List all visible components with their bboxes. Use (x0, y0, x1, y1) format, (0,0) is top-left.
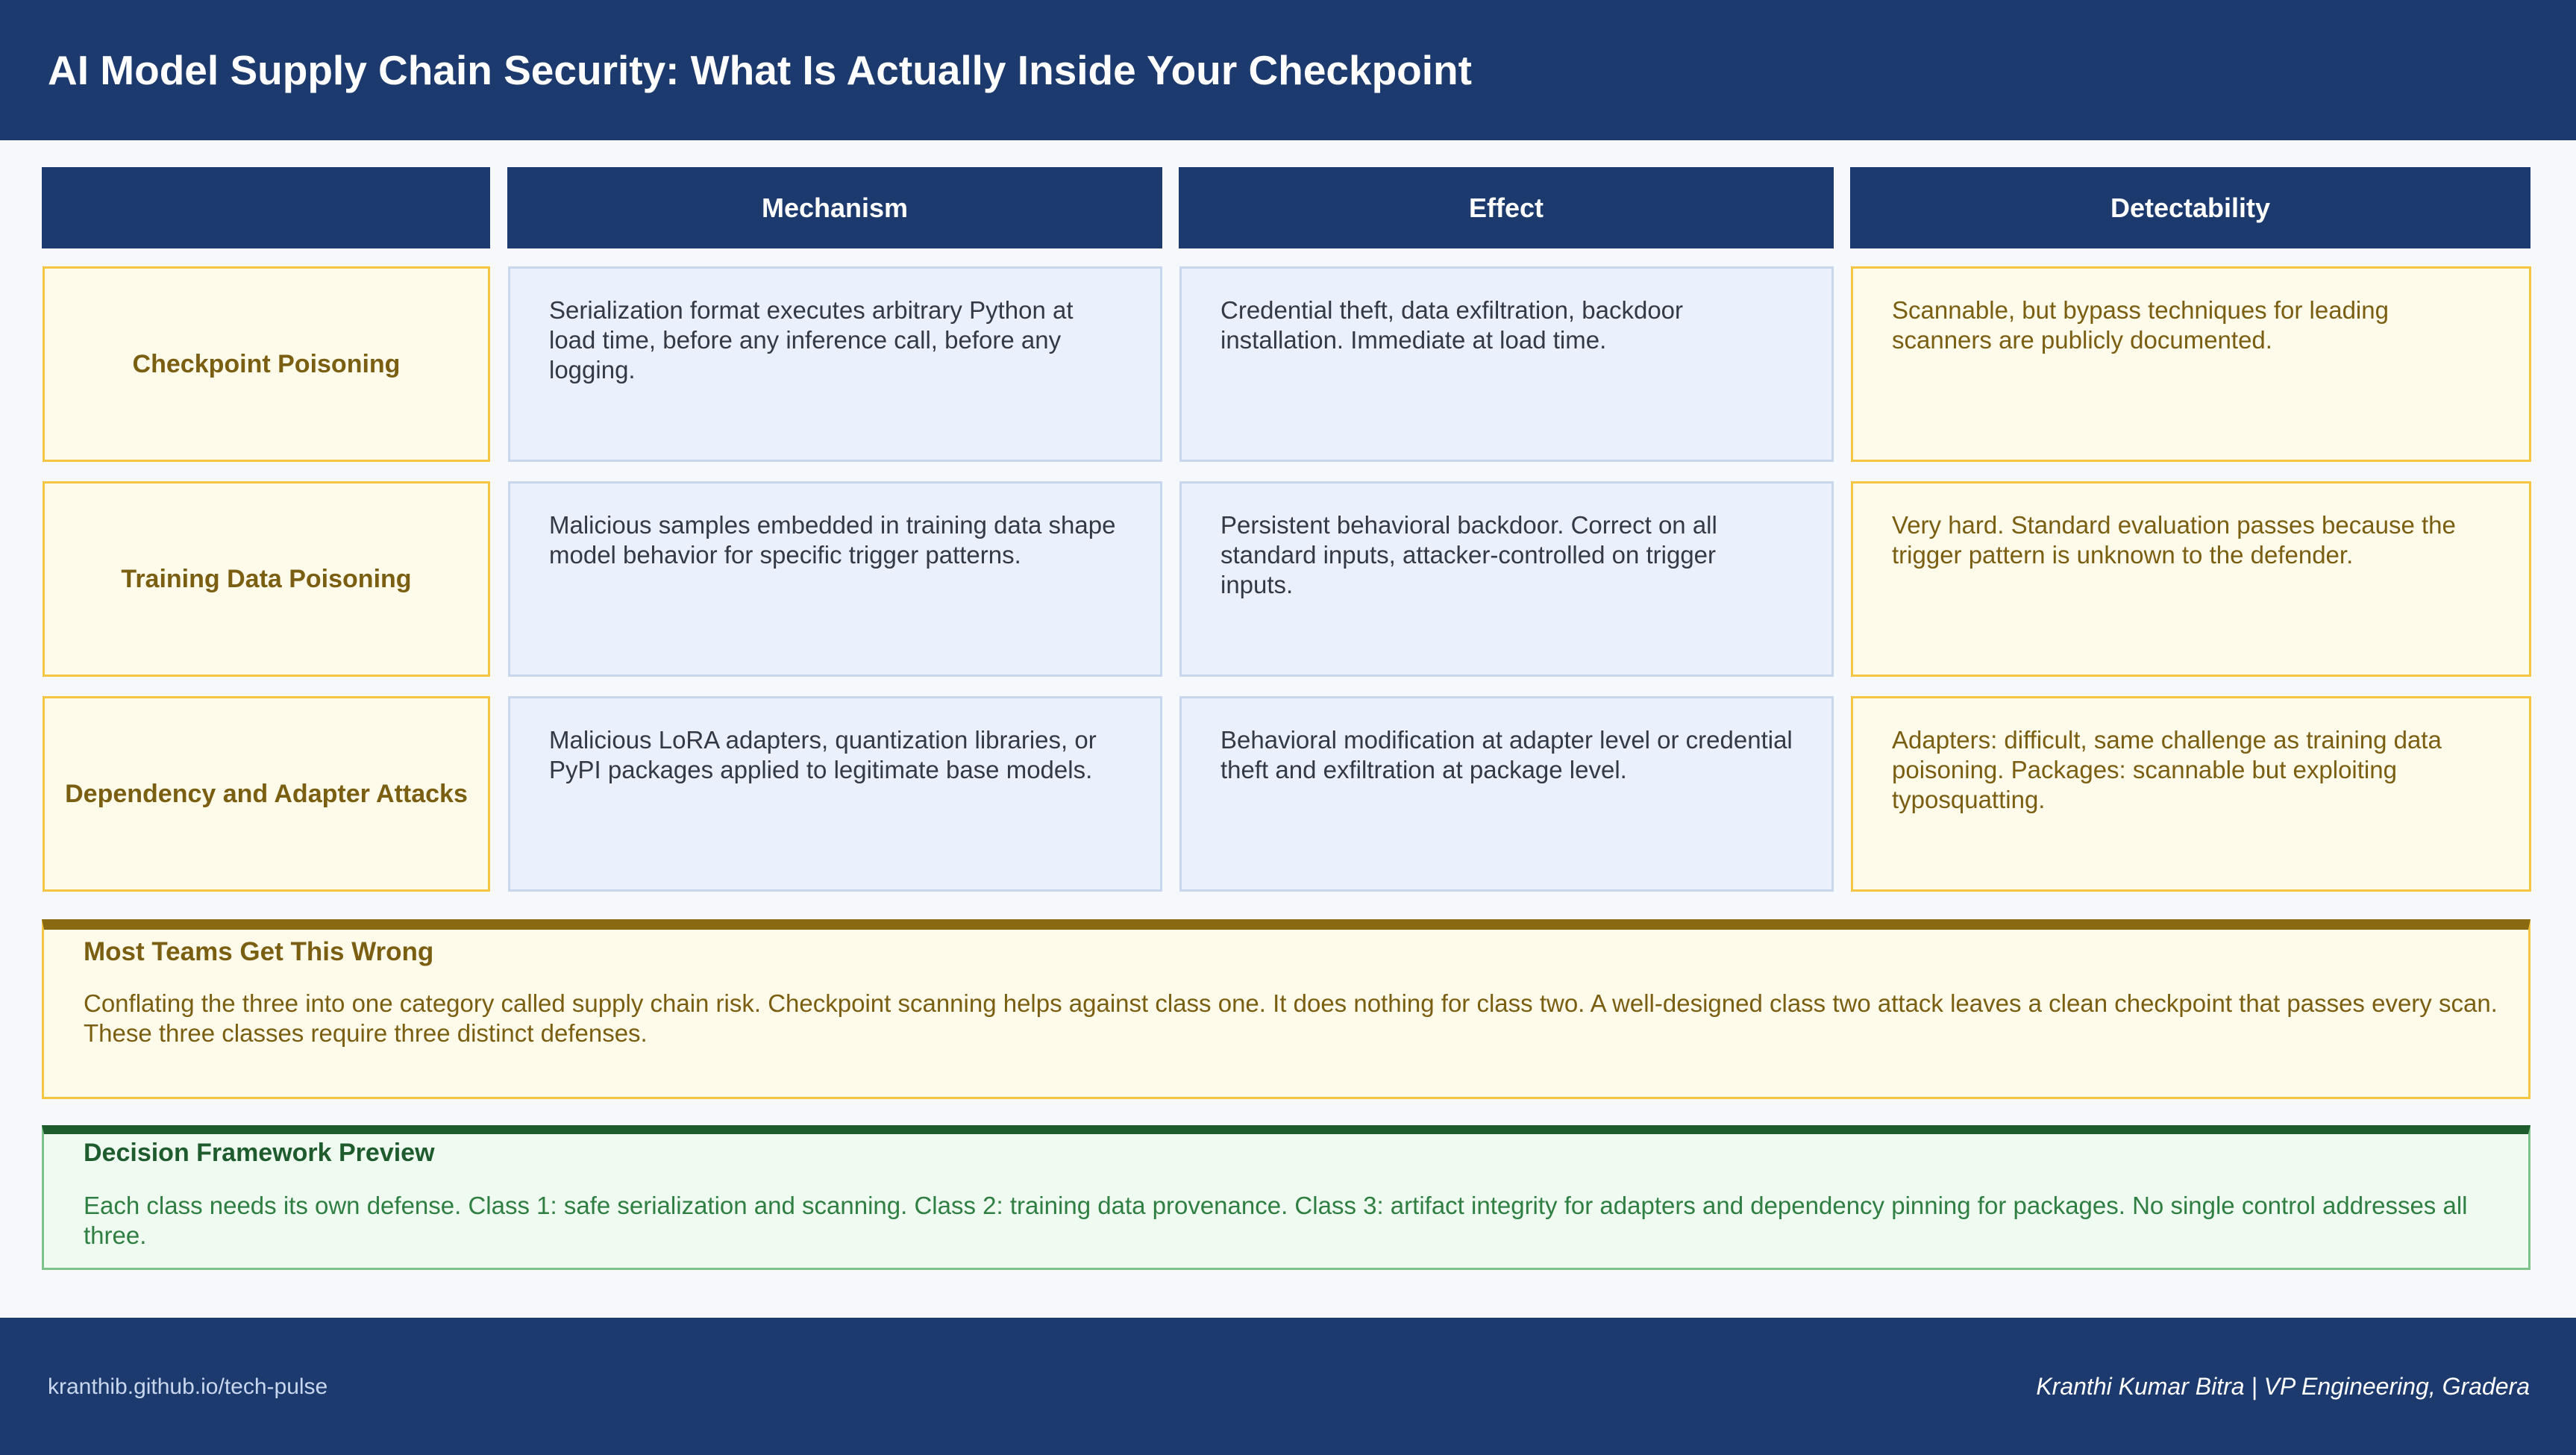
cell-detectability-checkpoint-poisoning: Scannable, but bypass techniques for leading scanners are publicly documented. (1851, 266, 2531, 462)
cell-effect-training-data-poisoning: Persistent behavioral backdoor. Correct on all standard inputs, attacker-controlled on trigger inputs. (1179, 481, 1834, 677)
column-header-effect: Effect (1179, 167, 1834, 248)
cell-mechanism-dependency-adapter-attacks: Malicious LoRA adapters, quantization libraries, or PyPI packages applied to legitimate base models. (508, 696, 1162, 892)
framework-callout (42, 1125, 2530, 1270)
cell-detectability-training-data-poisoning: Very hard. Standard evaluation passes because the trigger pattern is unknown to the defender. (1851, 481, 2531, 677)
cell-effect-dependency-adapter-attacks: Behavioral modification at adapter level or credential theft and exfiltration at package level. (1179, 696, 1834, 892)
cell-mechanism-checkpoint-poisoning: Serialization format executes arbitrary Python at load time, before any inference call, before any logging. (508, 266, 1162, 462)
row-label-training-data-poisoning: Training Data Poisoning (43, 481, 490, 677)
warning-body: Conflating the three into one category called supply chain risk. Checkpoint scanning helps against class one. It does nothing for class two. A well-designed class two attack leaves a clean checkpoint that passes every scan. These three classes require three distinct defenses. (84, 989, 2498, 1047)
cell-detectability-dependency-adapter-attacks: Adapters: difficult, same challenge as training data poisoning. Packages: scannable but exploiting typosquatting. (1851, 696, 2531, 892)
footer-author: Kranthi Kumar Bitra | VP Engineering, Gradera (2036, 1373, 2530, 1400)
warning-title: Most Teams Get This Wrong (84, 937, 434, 966)
page-title: AI Model Supply Chain Security: What Is Actually Inside Your Checkpoint (48, 47, 1472, 93)
framework-title: Decision Framework Preview (84, 1139, 435, 1167)
cell-effect-checkpoint-poisoning: Credential theft, data exfiltration, backdoor installation. Immediate at load time. (1179, 266, 1834, 462)
column-header-blank (42, 167, 490, 248)
warning-callout (42, 919, 2530, 1099)
footer-bar (0, 1318, 2576, 1455)
row-label-checkpoint-poisoning: Checkpoint Poisoning (43, 266, 490, 462)
footer-url: kranthib.github.io/tech-pulse (48, 1374, 328, 1399)
row-label-dependency-adapter-attacks: Dependency and Adapter Attacks (43, 696, 490, 892)
framework-body: Each class needs its own defense. Class 1: safe serialization and scanning. Class 2: training data provenance. Class 3: artifact integrity for adapters and dependency pinning for packages. No single control addresses all three. (84, 1192, 2468, 1249)
header-bar (0, 0, 2576, 140)
column-header-mechanism: Mechanism (507, 167, 1162, 248)
cell-mechanism-training-data-poisoning: Malicious samples embedded in training data shape model behavior for specific trigger patterns. (508, 481, 1162, 677)
column-header-detectability: Detectability (1850, 167, 2530, 248)
